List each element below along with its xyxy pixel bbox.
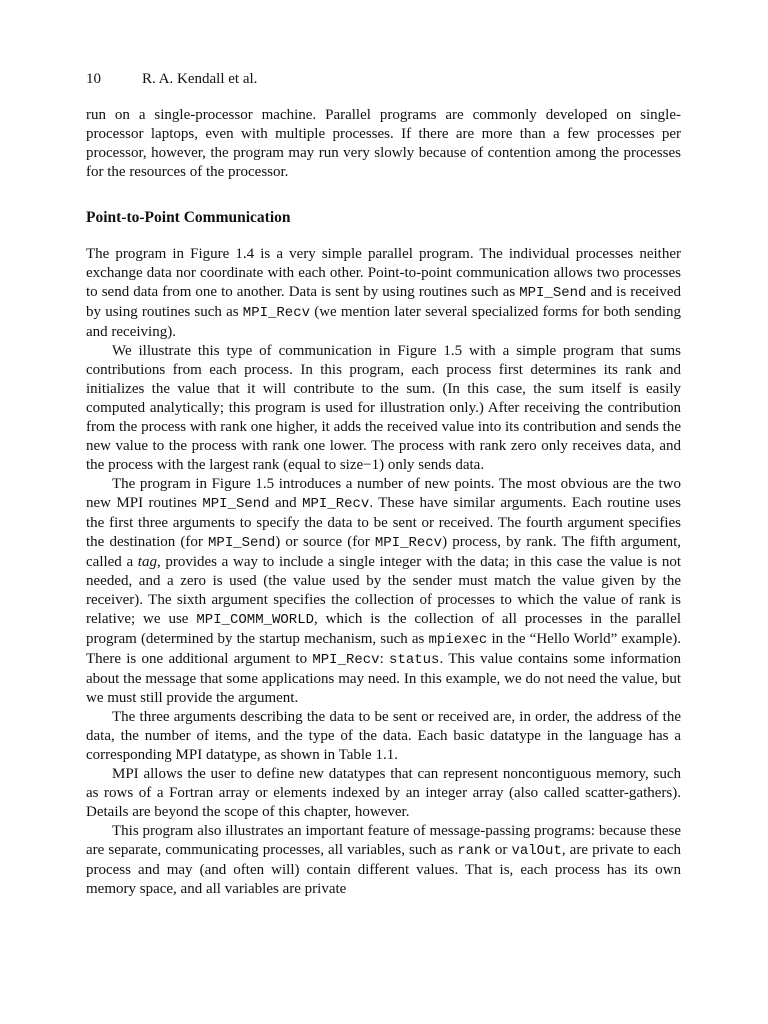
- page-header: [86, 70, 681, 92]
- section-title: Point-to-Point Communication: [86, 209, 291, 226]
- paragraph-4: The three arguments describing the data to be sent or received are, in order, the address of the data, the number of items, and the type of the data. Each basic datatype in the language has a corresponding MPI datatype, as shown in Table 1.1.: [86, 709, 681, 763]
- paragraph-2: We illustrate this type of communication in Figure 1.5 with a simple program that sums contributions from each process. In this program, each process first determines its rank and initializes the value that it will contribute to the sum. (In this case, the sum itself is easily computed analytically; this program is used for illustration only.) After receiving the contribution from the process with rank one higher, it adds the received value into its contribution and sends the new value to the process with rank one lower. The process with rank zero only receives data, and the process with the largest rank (equal to size−1) only sends data.: [86, 343, 681, 473]
- paragraph-1: The program in Figure 1.4 is a very simple parallel program. The individual processes neither exchange data nor coordinate with each other. Point-to-point communication allows two processes to send data from one to another. Data is sent by using routines such as MPI_Send and is received by using routines such as MPI_Recv (we mention later several specialized forms for both sending and receiving).: [86, 246, 681, 340]
- page: [86, 70, 681, 899]
- running-head: R. A. Kendall et al.: [142, 71, 258, 87]
- paragraph-3: The program in Figure 1.5 introduces a number of new points. The most obvious are the two new MPI routines MPI_Send and MPI_Recv. These have similar arguments. Each routine uses the first three arguments to specify the data to be sent or received. The fourth argument specifies the destination (for MPI_Send) or source (for MPI_Recv) process, by rank. The fifth argument, called a tag, provides a way to include a single integer with the data; in this case the value is not needed, and a zero is used (the value used by the sender must match the value given by the receiver). The sixth argument specifies the collection of processes to which the value of rank is relative; we use MPI_COMM_WORLD, which is the collection of all processes in the parallel program (determined by the startup mechanism, such as mpiexec in the “Hello World” example). There is one additional argument to MPI_Recv: status. This value contains some information about the message that some applications may need. In this example, we do not need the value, but we must still provide the argument.: [86, 476, 682, 706]
- intro-paragraph: run on a single-processor machine. Parallel programs are commonly developed on single-processor laptops, even with multiple processes. If there are more than a few processes per processor, however, the program may run very slowly because of contention among the processes for the resources of the processor.: [86, 107, 681, 180]
- paragraph-6: This program also illustrates an important feature of message-passing programs: because these are separate, communicating processes, all variables, such as rank or valOut, are private to each process and may (and often will) contain different values. That is, each process has its own memory space, and all variables are private: [86, 823, 681, 897]
- page-number: 10: [86, 71, 101, 87]
- paragraph-5: MPI allows the user to define new datatypes that can represent noncontiguous memory, such as rows of a Fortran array or elements indexed by an integer array (also called scatter-gathers). Details are beyond the scope of this chapter, however.: [86, 766, 681, 820]
